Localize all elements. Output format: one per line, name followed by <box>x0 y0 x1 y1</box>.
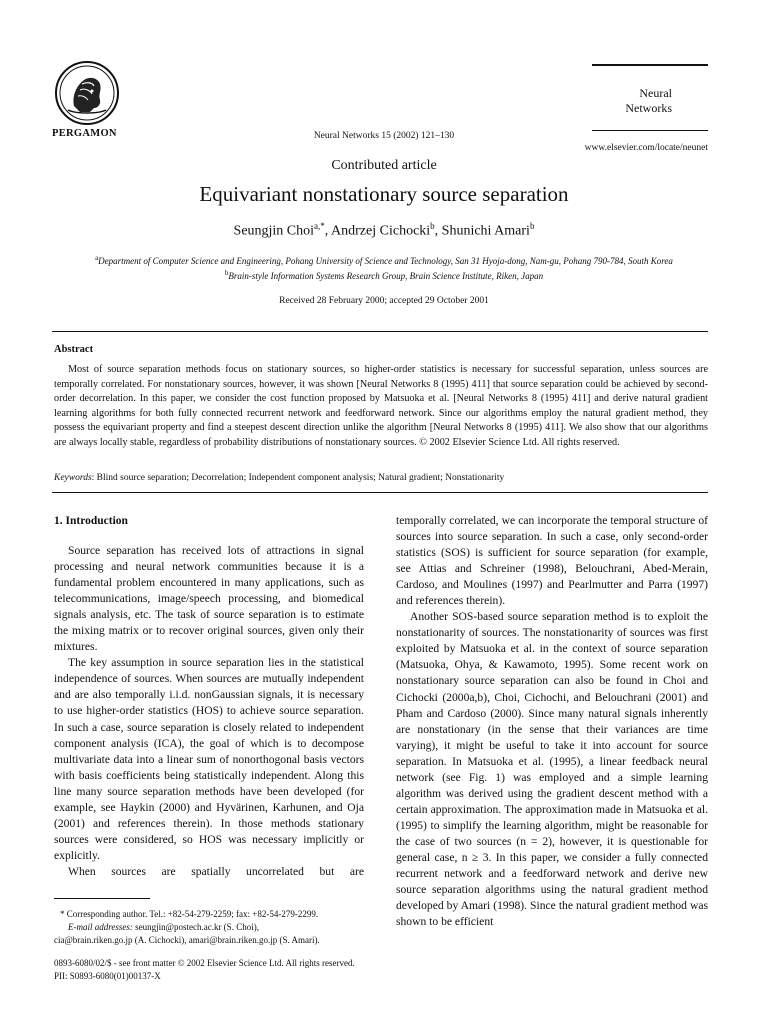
footnote-line: * Corresponding author. Tel.: +82-54-279-2259; fax: +82-54-279-2299. <box>60 909 319 919</box>
author-sup: b <box>430 221 435 231</box>
journal-citation: Neural Networks 15 (2002) 121–130 <box>313 131 455 141</box>
journal-name-line1: Neural <box>639 86 672 100</box>
affiliation-text: Brain-style Information Systems Research Group, Brain Science Institute, Riken, Japan <box>228 271 544 281</box>
keywords <box>54 472 708 485</box>
author-list <box>0 221 768 240</box>
journal-name-line2: Networks <box>625 101 672 115</box>
body-paragraph: When sources are spatially uncorrelated but are <box>68 864 364 878</box>
email-label: E-mail addresses: <box>68 922 133 932</box>
author-name: Shunichi Amari <box>441 223 530 239</box>
front-matter: 0893-6080/02/$ - see front matter © 2002 Elsevier Science Ltd. All rights reserved. <box>54 958 355 968</box>
email-list: seungjin@postech.ac.kr (S. Choi), <box>132 922 259 932</box>
footnote-line <box>54 921 370 934</box>
affiliation-sup: b <box>224 269 229 277</box>
abstract-top-rule <box>52 331 708 332</box>
header-rule <box>592 64 708 66</box>
abstract-heading: Abstract <box>54 344 94 355</box>
journal-name <box>560 86 672 116</box>
left-column <box>54 513 364 880</box>
body-paragraph: Another SOS-based source separation method is to exploit the nonstationarity of sources. The nonstationarity of sources was first exploited by Matsuoka et al. in the context of source separation (Matsuoka, Ohya, & Kawamoto, 1995). Some recent work on nonstationary source separation can also be found in Choi and Cichocki (2000a,b), Choi, Cichochi, and Belouchrani (2001) and Pham and Cardoso (2000). Since many natural signals inherently are nonstationary (in the sense that their variances are time varying), it might be useful to take it into account for source separation. In Matsuoka et al. (1995), a linear feedback neural network (see Fig. 1) was employed and a simple learning algorithm was derived using the gradient descent method with a certain approximation. The approximation made in Matsuoka et al. (1995) to simplify the learning algorithm, might be reasonable for the case of two sources (n = 2), however, it is questionable for general case, n ≥ 3. In this paper, we consider a fully connected recurrent network and a feedforward network and derive new source separation algorithms using the natural gradient method developed by Amari (1998). Since the natural gradient method was shown to be efficient <box>396 610 708 929</box>
body-paragraph: Source separation has received lots of attractions in signal processing and neural network communities because it is a fundamental problem encountered in many applications, such as telecommunications, image/speech processing, and biomedical signals analysis, etc. The task of source separation is to estimate the mixing matrix or to recover original sources, given only their mixtures. <box>54 544 364 654</box>
affiliation-sup: a <box>95 254 99 262</box>
keywords-label: Keywords <box>54 473 92 483</box>
right-column <box>396 513 708 930</box>
journal-url[interactable]: www.elsevier.com/locate/neunet <box>584 143 708 153</box>
publisher-name: PERGAMON <box>52 128 117 139</box>
copyright-block <box>54 957 355 983</box>
affiliation-a <box>80 252 688 267</box>
abstract-text: Most of source separation methods focus on stationary sources, so higher-order statistics is necessary for successful separation, unless sources are temporally correlated. For nonstationary sources, however, it was shown [Neural Networks 8 (1995) 411] that source separation could be achieved by second-order decorrelation. In this paper, we consider the cost function proposed by Matsuoka et al. [Neural Networks 8 (1995) 411] and derive natural gradient learning algorithms for both fully connected recurrent network and feedforward network. Since our algorithms employ the natural gradient method, they possess the equivariant property and find a steepest descent direction unlike the algorithm [Neural Networks 8 (1995) 411]. We also show that our algorithms are always locally stable, regardless of probability distributions of nonstationary sources. © 2002 Elsevier Science Ltd. All rights reserved. <box>54 364 708 448</box>
footnote <box>54 908 370 947</box>
section-heading: 1. Introduction <box>54 515 128 527</box>
affiliation-b <box>80 267 688 282</box>
footnote-line: cia@brain.riken.go.jp (A. Cichocki), amari@brain.riken.go.jp (S. Amari). <box>54 935 320 945</box>
received-dates: Received 28 February 2000; accepted 29 October 2001 <box>279 296 489 306</box>
article-type: Contributed article <box>331 158 437 173</box>
body-paragraph: The key assumption in source separation lies in the statistical independence of sources. When sources are mutually independent and are also temporally i.i.d. nonGaussian signals, it is necessary to use higher-order statistics (HOS) to achieve source separation. In such a case, source separation is closely related to independent component analysis (ICA), the goal of which is to decompose multivariate data into a linear sum of nonorthogonal basis vectors with basis coefficients being statistically independent. Along this line many source separation methods have been developed (for example, see Haykin (2000) and Hyvärinen, Karhunen, and Oja (2001) and references therein). In those methods stationary sources were considered, so HOS was necessary implicitly or explicitly. <box>54 656 364 862</box>
footnote-rule <box>54 898 150 899</box>
keywords-list: : Blind source separation; Decorrelation; Independent component analysis; Natural gradient; Nonstationarity <box>91 473 505 483</box>
author-sup: b <box>529 221 535 231</box>
author-name: Andrzej Cichocki <box>331 223 431 239</box>
author-sep: , <box>324 223 332 239</box>
pii: PII: S0893-6080(01)00137-X <box>54 971 161 981</box>
elsevier-tree-logo-icon <box>54 60 120 126</box>
url-rule <box>592 130 708 131</box>
keywords-bottom-rule <box>52 492 708 493</box>
article-title: Equivariant nonstationary source separation <box>199 182 569 206</box>
author-sep: , <box>434 223 442 239</box>
affiliation-text: Department of Computer Science and Engineering, Pohang University of Science and Technology, San 31 Hyoja-dong, Nam-gu, Pohang 790-784, South Korea <box>98 256 673 266</box>
body-paragraph: temporally correlated, we can incorporate the temporal structure of sources into source separation. In such a case, only second-order statistics (SOS) is sufficient for source separation (for example, see Attias and Schreiner (1998), Belouchrani, Abed-Merain, Cardoso, and Moulines (1997) and Pearlmutter and Parra (1997) and references therein). <box>396 514 708 608</box>
author-sup: a,* <box>314 221 325 231</box>
affiliations <box>80 252 688 282</box>
author-name: Seungjin Choi <box>233 223 315 239</box>
